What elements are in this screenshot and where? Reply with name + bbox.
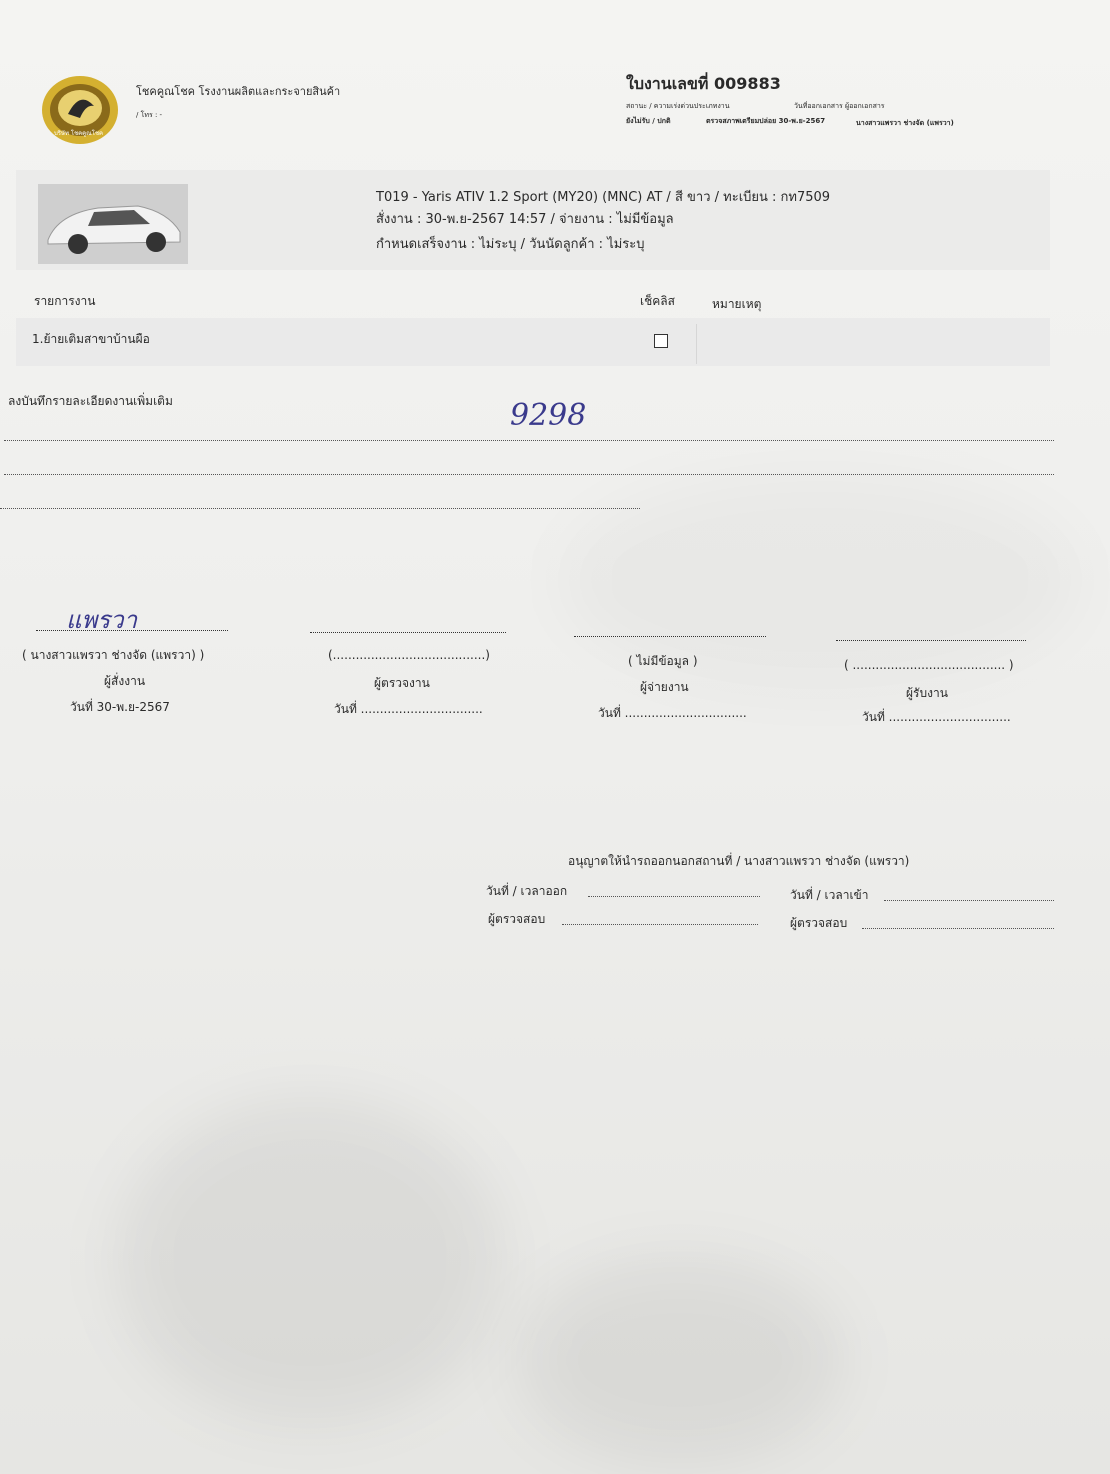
vehicle-line-2: สั่งงาน : 30-พ.ย-2567 14:57 / จ่ายงาน : ไม่มีข้อมูล <box>376 212 674 227</box>
notes-line-2 <box>4 474 1054 475</box>
meta-status-value: ยังไม่รับ / ปกติ <box>626 117 671 125</box>
sig-1-handwritten: แพรวา <box>66 606 138 634</box>
meta-status-label: สถานะ / ความเร่งด่วนประเภทงาน <box>626 102 730 110</box>
notes-handwritten: 9298 <box>510 398 587 433</box>
permission-inspector-left-label: ผู้ตรวจสอบ <box>488 912 546 926</box>
sig-3-line <box>574 636 766 637</box>
sig-3-name: ( ไม่มีข้อมูล ) <box>628 654 698 668</box>
notes-label: ลงบันทึกรายละเอียดงานเพิ่มเติม <box>8 394 173 408</box>
sig-1-name: ( นางสาวแพรวา ช่างจัด (แพรวา) ) <box>22 648 205 662</box>
job-number: ใบงานเลขที่ 009883 <box>626 74 781 93</box>
sig-4-role: ผู้รับงาน <box>906 686 948 700</box>
company-tel: / โทร : - <box>136 111 163 119</box>
company-logo <box>40 74 120 146</box>
permission-inspector-right-label: ผู้ตรวจสอบ <box>790 916 848 930</box>
sig-3-date: วันที่ ................................ <box>598 706 747 720</box>
sig-2-line <box>310 632 506 633</box>
sig-1-date: วันที่ 30-พ.ย-2567 <box>70 700 170 714</box>
logo-text: บริษัท โชคคูณโชค <box>54 130 104 137</box>
row-checkbox[interactable] <box>654 334 668 348</box>
meta-issue-label: วันที่ออกเอกสาร ผู้ออกเอกสาร <box>794 102 885 110</box>
table-row-divider <box>696 324 697 364</box>
meta-job-type: ตรวจสภาพเตรียมปล่อย 30-พ.ย-2567 <box>706 117 826 125</box>
sig-4-line <box>836 640 1026 641</box>
sig-2-role: ผู้ตรวจงาน <box>374 676 430 690</box>
table-header-task: รายการงาน <box>34 294 96 308</box>
sig-4-name: ( ........................................ ) <box>844 658 1014 672</box>
sig-1-line <box>36 630 228 631</box>
permission-title: อนุญาตให้นำรถออกนอกสถานที่ / นางสาวแพรวา ช่างจัด (แพรวา) <box>568 854 910 868</box>
meta-issuer: นางสาวแพรวา ช่างจัด (แพรวา) <box>856 119 954 127</box>
table-header-note: หมายเหตุ <box>712 297 762 311</box>
company-name: โชคคูณโชค โรงงานผลิตและกระจายสินค้า <box>136 85 341 98</box>
table-row <box>16 318 1050 366</box>
permission-in-field[interactable] <box>884 900 1054 901</box>
sig-2-name: (........................................) <box>328 648 490 662</box>
sig-4-date: วันที่ ................................ <box>862 710 1011 724</box>
permission-out-field[interactable] <box>588 896 760 897</box>
permission-in-label: วันที่ / เวลาเข้า <box>790 888 869 902</box>
table-cell-task: 1.ย้ายเติมสาขาบ้านผือ <box>32 332 150 346</box>
permission-inspector-right-field[interactable] <box>862 928 1054 929</box>
permission-out-label: วันที่ / เวลาออก <box>486 884 568 898</box>
sig-1-role: ผู้สั่งงาน <box>104 674 146 688</box>
permission-inspector-left-field[interactable] <box>562 924 758 925</box>
vehicle-line-1: T019 - Yaris ATIV 1.2 Sport (MY20) (MNC) AT / สี ขาว / ทะเบียน : กท7509 <box>376 190 831 205</box>
notes-line-3 <box>0 508 640 509</box>
sig-3-role: ผู้จ่ายงาน <box>640 680 689 694</box>
paper-shadow <box>520 1260 840 1460</box>
paper-shadow <box>120 1100 500 1420</box>
table-header-check: เช็คลิส <box>640 294 675 308</box>
sig-2-date: วันที่ ................................ <box>334 702 483 716</box>
car-image <box>38 184 188 264</box>
vehicle-line-3: กำหนดเสร็จงาน : ไม่ระบุ / วันนัดลูกค้า : ไม่ระบุ <box>376 237 645 252</box>
notes-line-1 <box>4 440 1054 441</box>
